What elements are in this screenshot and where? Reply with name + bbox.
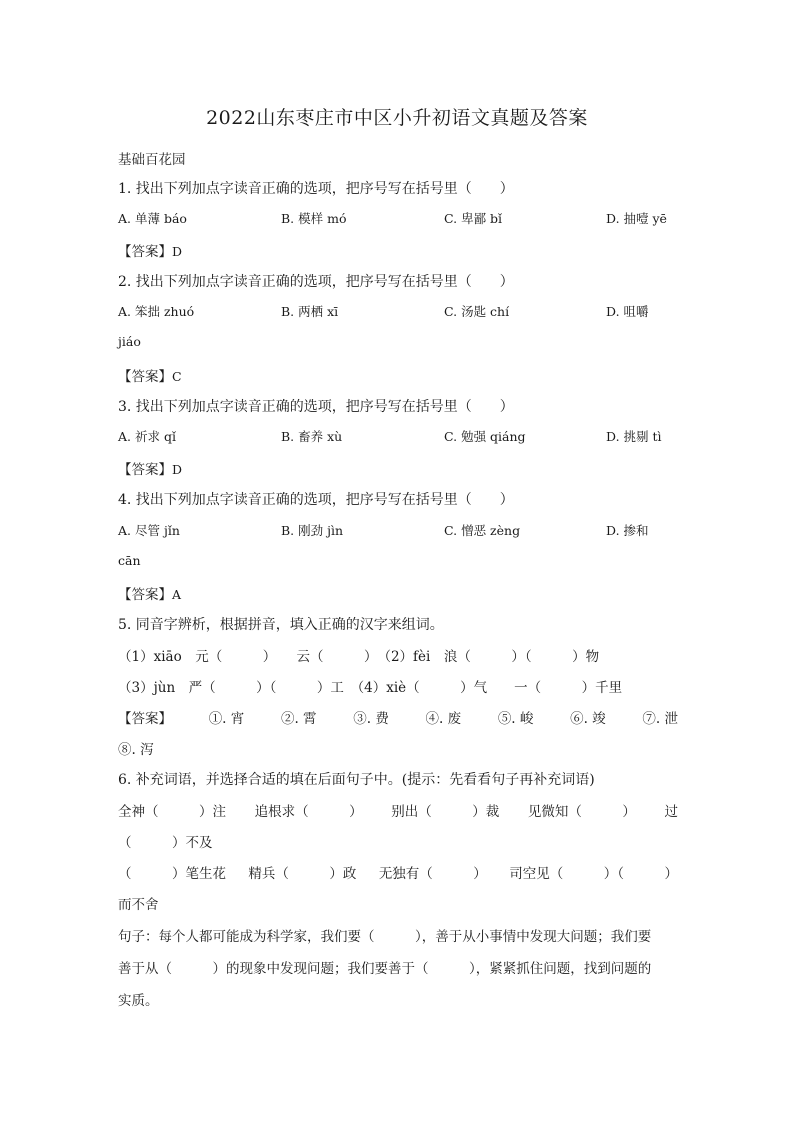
answer-item: ②. 霄 — [280, 711, 317, 727]
question-1-options — [118, 209, 678, 229]
option-b: B. 刚劲 jìn — [281, 523, 344, 538]
question-6-words-line-1-continuation: （ ）不及 — [118, 835, 213, 851]
question-6-words-line-2 — [118, 862, 678, 882]
question-4-stem: 4. 找出下列加点字读音正确的选项，把序号写在括号里（ ） — [118, 492, 514, 508]
question-5-answer-continuation: ⑧. 泻 — [118, 742, 154, 758]
answer-label: 【答案】 — [118, 462, 172, 478]
question-5-line-1: （1）xiāo 元（ ） 云（ ） （2）fèi 浪（ ）（ ）物 — [118, 649, 600, 665]
question-5-answer — [118, 707, 678, 727]
question-6-words-line-1 — [118, 800, 678, 820]
answer-value: C — [172, 369, 182, 384]
question-5-line-2: （3）jùn 严（ ）（ ）工 （4）xiè（ ）气 一（ ）千里 — [118, 680, 623, 696]
option-d: D. 咀嚼 — [606, 304, 649, 319]
option-a: A. 笨拙 zhuó — [118, 304, 195, 319]
question-4-answer — [118, 583, 181, 603]
question-6-words-line-2-continuation: 而不舍 — [118, 897, 159, 913]
answer-value: D — [172, 244, 183, 259]
option-d-continuation: jiáo — [118, 334, 141, 349]
idiom-blank: （ ）笔生花 — [118, 866, 226, 882]
idiom-blank: 全神（ ）注 — [118, 804, 226, 820]
answer-item: ⑦. 泄 — [642, 711, 678, 727]
answer-label: 【答案】 — [118, 369, 172, 385]
idiom-blank: 精兵（ ）政 — [248, 866, 357, 882]
idiom-blank: 过 — [664, 804, 678, 820]
question-6-stem: 6. 补充词语，并选择合适的填在后面句子中。(提示：先看看句子再补充词语) — [118, 772, 595, 788]
question-1-answer — [118, 240, 182, 260]
option-c: C. 汤匙 chí — [444, 304, 510, 319]
answer-label: 【答案】 — [118, 587, 172, 603]
question-2-stem: 2. 找出下列加点字读音正确的选项，把序号写在括号里（ ） — [118, 274, 514, 290]
question-2-answer — [118, 365, 182, 385]
answer-label: 【答案】 — [118, 244, 172, 260]
question-3-stem: 3. 找出下列加点字读音正确的选项，把序号写在括号里（ ） — [118, 399, 514, 415]
option-a: A. 祈求 qǐ — [118, 429, 176, 444]
option-d-continuation: cān — [118, 553, 141, 568]
option-d: D. 挑剔 tì — [606, 429, 662, 444]
question-6-sentence-line-3: 实质。 — [118, 993, 159, 1009]
answer-item: ④. 废 — [425, 711, 462, 727]
option-a: A. 单薄 báo — [118, 211, 187, 226]
answer-value: D — [172, 462, 183, 477]
question-1-stem: 1. 找出下列加点字读音正确的选项，把序号写在括号里（ ） — [118, 181, 514, 197]
option-d: D. 掺和 — [606, 523, 649, 538]
answer-item: ③. 费 — [353, 711, 389, 727]
idiom-blank: 见微知（ ） — [527, 804, 636, 820]
page-title: 2022山东枣庄市中区小升初语文真题及答案 — [206, 107, 588, 129]
question-3-options — [118, 427, 678, 447]
answer-item: ⑤. 峻 — [497, 711, 534, 727]
option-c: C. 憎恶 zèng — [444, 523, 521, 538]
option-b: B. 两栖 xī — [281, 304, 339, 319]
question-6-sentence-line-2: 善于从（ ）的现象中发现问题；我们要善于（ ），紧紧抓住问题，找到问题的 — [118, 961, 652, 977]
question-3-answer — [118, 458, 182, 478]
option-d: D. 抽噎 yē — [606, 211, 667, 226]
idiom-blank: 追根求（ ） — [254, 804, 363, 820]
question-6-sentence-line-1: 句子：每个人都可能成为科学家，我们要（ ），善于从小事情中发现大问题；我们要 — [118, 929, 652, 945]
answer-item: ①. 宵 — [208, 711, 245, 727]
answer-item: ⑥. 竣 — [570, 711, 606, 727]
question-2-options — [118, 302, 678, 322]
option-b: B. 畜养 xù — [281, 429, 343, 444]
idiom-blank: 无独有（ ） — [378, 866, 487, 882]
option-a: A. 尽管 jǐn — [118, 523, 180, 538]
question-5-stem: 5. 同音字辨析，根据拼音，填入正确的汉字来组词。 — [118, 617, 444, 633]
section-heading: 基础百花园 — [118, 152, 186, 168]
answer-label: 【答案】 — [118, 711, 172, 727]
idiom-blank: 别出（ ）裁 — [391, 804, 500, 820]
idiom-blank: 司空见（ ）（ ） — [509, 866, 678, 882]
option-b: B. 模样 mó — [281, 211, 347, 226]
option-c: C. 卑鄙 bǐ — [444, 211, 503, 226]
option-c: C. 勉强 qiáng — [444, 429, 526, 444]
question-4-options — [118, 521, 678, 541]
answer-value: A — [172, 587, 182, 602]
